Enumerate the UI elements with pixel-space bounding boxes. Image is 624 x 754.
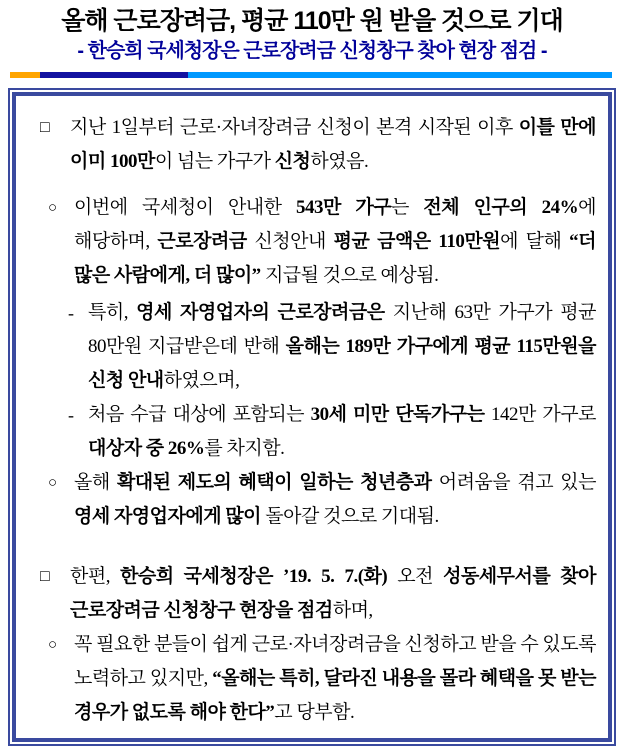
divider-segment-navy — [40, 72, 188, 78]
list-marker: □ — [40, 119, 50, 136]
paragraph — [28, 466, 596, 534]
paragraph-text: 처음 수급 대상에 포함되는 30세 미만 단독가구는 142만 가구로 대상자 중 26%를 차지함. — [88, 404, 596, 459]
paragraph-text: 올해 확대된 제도의 혜택이 일하는 청년층과 어려움을 겪고 있는 영세 자영업자에게 많이 돌아갈 것으로 기대됨. — [74, 472, 596, 527]
paragraph-text: 이번에 국세청이 안내한 543만 가구는 전체 인구의 24%에 해당하며, 근로장려금 신청안내 평균 금액은 110만원에 달해 “더 많은 사람에게, 더 많이” 지급될 것으로 예상됨. — [74, 197, 596, 286]
paragraph-text: 한편, 한승희 국세청장은 ’19. 5. 7.(화) 오전 성동세무서를 찾아 근로장려금 신청창구 현장을 점검하며, — [70, 566, 596, 621]
paragraph — [28, 628, 596, 730]
list-marker: ○ — [48, 475, 57, 491]
list-marker: ○ — [48, 200, 57, 216]
paragraph — [28, 191, 596, 293]
list-marker: - — [68, 405, 74, 425]
paragraph-text: 특히, 영세 자영업자의 근로장려금은 지난해 63만 가구가 평균 80만원 지급받은데 반해 올해는 189만 가구에게 평균 115만원을 신청 안내하였으며, — [88, 302, 597, 391]
page-title: 올해 근로장려금, 평균 110만 원 받을 것으로 기대 — [61, 7, 563, 35]
paragraph — [28, 296, 596, 398]
paragraph-text: 지난 1일부터 근로·자녀장려금 신청이 본격 시작된 이후 이틀 만에 이미 100만이 넘는 가구가 신청하였음. — [70, 117, 596, 172]
paragraph — [28, 560, 596, 628]
list-marker: ○ — [48, 637, 57, 653]
paragraph — [28, 398, 596, 466]
paragraph-text: 꼭 필요한 분들이 쉽게 근로·자녀장려금을 신청하고 받을 수 있도록 노력하고 있지만, “올해는 특히, 달라진 내용을 몰라 혜택을 못 받는 경우가 없도록 해야 한다”고 당부함. — [74, 634, 596, 723]
content-box — [12, 92, 612, 742]
paragraph — [28, 111, 596, 179]
divider-segment-orange — [10, 72, 40, 78]
list-marker: □ — [40, 568, 50, 585]
page-subtitle: - 한승희 국세청장은 근로장려금 신청창구 찾아 현장 점검 - — [77, 40, 547, 62]
decorative-divider-bar — [10, 72, 612, 78]
list-marker: - — [68, 303, 74, 323]
divider-segment-blue — [188, 72, 612, 78]
content-box-border — [8, 88, 616, 746]
